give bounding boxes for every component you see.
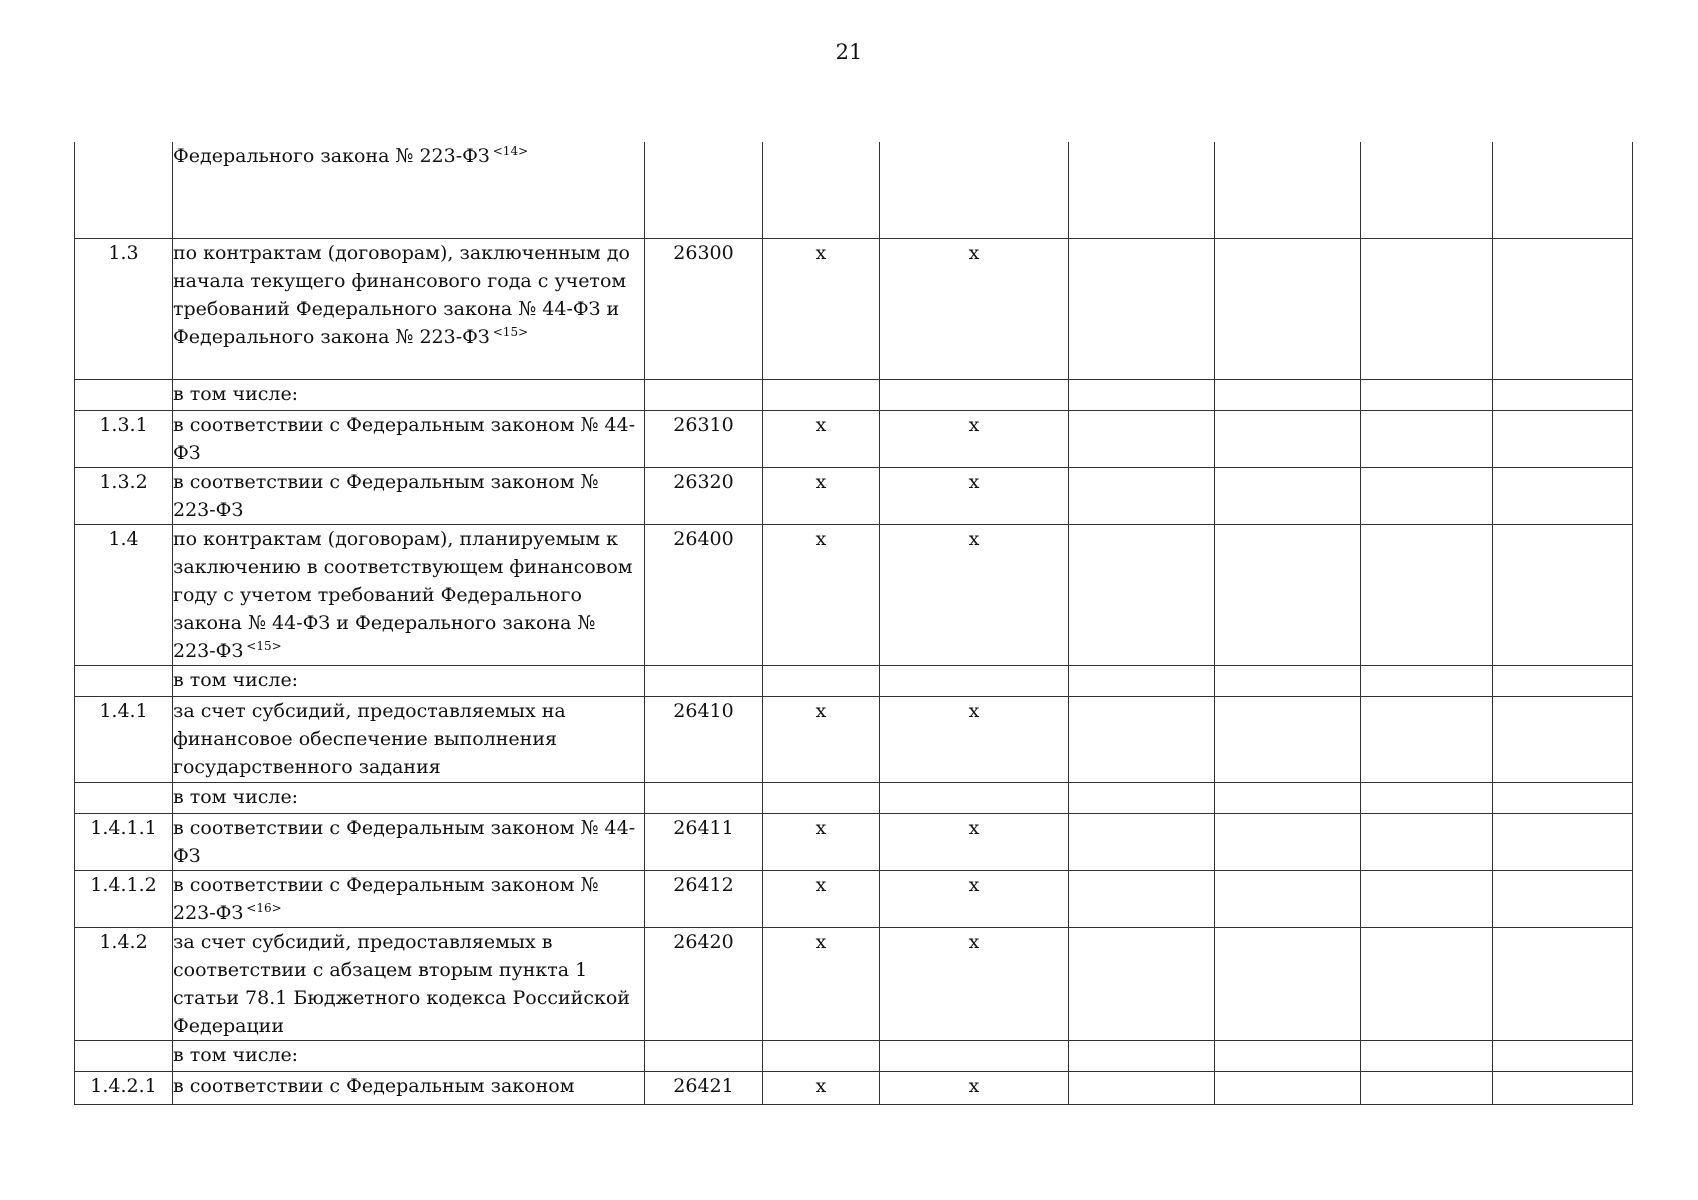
- table-row: [75, 410, 1633, 467]
- footnote-ref: <14>: [492, 144, 529, 158]
- empty-cell: [1069, 813, 1215, 870]
- table-row: [75, 696, 1633, 782]
- indicator-name-cell: [173, 927, 645, 1040]
- empty-cell: [1215, 524, 1361, 665]
- empty-cell: [1069, 142, 1215, 238]
- empty-cell: [763, 665, 880, 696]
- x-mark-cell: x: [763, 467, 880, 524]
- line-code-cell: [645, 142, 763, 238]
- empty-cell: [763, 379, 880, 410]
- empty-cell: [1361, 927, 1493, 1040]
- line-code-cell: 26421: [645, 1071, 763, 1104]
- x-mark-cell: x: [763, 410, 880, 467]
- subheading-row: [75, 379, 1633, 410]
- empty-cell: [1215, 142, 1361, 238]
- footnote-ref: <16>: [246, 900, 282, 915]
- indicator-name: по контрактам (договорам), планируемым к заключению в соответствующем финансовом году с учетом требований Федерального закона № 44-ФЗ и Федерального закона № 223-ФЗ: [173, 527, 633, 662]
- x-mark-cell: x: [763, 813, 880, 870]
- empty-cell: [1069, 379, 1215, 410]
- row-number-cell: 1.4.2: [75, 927, 173, 1040]
- empty-cell: [1361, 379, 1493, 410]
- table-row: [75, 813, 1633, 870]
- empty-cell: [645, 782, 763, 813]
- line-code-cell: 26411: [645, 813, 763, 870]
- empty-cell: [1215, 813, 1361, 870]
- empty-cell: [1493, 142, 1633, 238]
- subheading-row: [75, 782, 1633, 813]
- line-code-cell: 26420: [645, 927, 763, 1040]
- row-number-cell: 1.4.1: [75, 696, 173, 782]
- subheading-cell: в том числе:: [173, 1040, 645, 1071]
- x-mark-cell: x: [880, 813, 1069, 870]
- indicator-name: в соответствии с Федеральным законом № 223-ФЗ: [173, 873, 599, 924]
- empty-cell: [1215, 927, 1361, 1040]
- empty-cell: [1361, 1040, 1493, 1071]
- x-mark-cell: x: [880, 524, 1069, 665]
- empty-cell: [880, 1040, 1069, 1071]
- empty-cell: [1069, 238, 1215, 379]
- empty-cell: [645, 1040, 763, 1071]
- empty-cell: [1493, 410, 1633, 467]
- empty-cell: [1361, 813, 1493, 870]
- empty-cell: [1069, 696, 1215, 782]
- line-code-cell: 26310: [645, 410, 763, 467]
- empty-cell: [1493, 379, 1633, 410]
- x-mark-cell: x: [880, 467, 1069, 524]
- empty-cell: [1493, 782, 1633, 813]
- empty-cell: [1361, 524, 1493, 665]
- empty-cell: [1215, 665, 1361, 696]
- indicator-name-cell: [173, 696, 645, 782]
- subheading-row: [75, 1040, 1633, 1071]
- empty-cell: [1215, 782, 1361, 813]
- empty-cell: [1493, 870, 1633, 927]
- x-mark-cell: x: [880, 870, 1069, 927]
- row-number-cell: 1.3.1: [75, 410, 173, 467]
- row-number-cell: 1.3.2: [75, 467, 173, 524]
- x-mark-cell: [880, 142, 1069, 238]
- empty-cell: [1493, 1040, 1633, 1071]
- line-code-cell: 26400: [645, 524, 763, 665]
- indicator-name: за счет субсидий, предоставляемых на финансовое обеспечение выполнения государственного задания: [173, 699, 566, 778]
- indicator-name-cell: [173, 238, 645, 379]
- table-row: [75, 467, 1633, 524]
- empty-cell: [1069, 1040, 1215, 1071]
- empty-cell: [1215, 410, 1361, 467]
- empty-cell: [1493, 813, 1633, 870]
- empty-cell: [1361, 142, 1493, 238]
- empty-cell: [1361, 870, 1493, 927]
- x-mark-cell: x: [880, 696, 1069, 782]
- row-number-cell: [75, 142, 173, 238]
- empty-cell: [1069, 410, 1215, 467]
- empty-cell: [763, 782, 880, 813]
- empty-cell: [1361, 1071, 1493, 1104]
- line-code-cell: 26412: [645, 870, 763, 927]
- indicator-name-cell: [173, 870, 645, 927]
- indicator-name: в соответствии с Федеральным законом № 223-ФЗ: [173, 470, 599, 521]
- row-number-cell: 1.4: [75, 524, 173, 665]
- empty-cell: [645, 379, 763, 410]
- subheading-cell: в том числе:: [173, 379, 645, 410]
- footnote-ref: <15>: [492, 324, 529, 339]
- empty-cell: [1361, 238, 1493, 379]
- empty-cell: [1215, 870, 1361, 927]
- empty-cell: [1215, 1071, 1361, 1104]
- empty-cell: [1215, 379, 1361, 410]
- empty-cell: [1215, 1040, 1361, 1071]
- x-mark-cell: x: [880, 410, 1069, 467]
- x-mark-cell: x: [763, 927, 880, 1040]
- empty-cell: [880, 782, 1069, 813]
- empty-cell: [1361, 696, 1493, 782]
- x-mark-cell: x: [880, 927, 1069, 1040]
- page-number: 21: [835, 40, 863, 64]
- indicator-name-cell: [173, 467, 645, 524]
- empty-cell: [1361, 665, 1493, 696]
- table-body: [75, 142, 1633, 1104]
- indicator-name-cell: [173, 142, 645, 238]
- indicator-name-cell: [173, 1071, 645, 1104]
- empty-cell: [1361, 782, 1493, 813]
- row-number-cell: [75, 379, 173, 410]
- table-row: [75, 1071, 1633, 1104]
- empty-cell: [880, 379, 1069, 410]
- report-table: [74, 142, 1633, 1105]
- table-row: [75, 238, 1633, 379]
- table-row: [75, 870, 1633, 927]
- table-row: [75, 927, 1633, 1040]
- empty-cell: [1215, 467, 1361, 524]
- indicator-name: Федерального закона № 223-ФЗ: [173, 145, 490, 167]
- subheading-cell: в том числе:: [173, 665, 645, 696]
- empty-cell: [1493, 467, 1633, 524]
- empty-cell: [1493, 665, 1633, 696]
- empty-cell: [1361, 410, 1493, 467]
- subheading-cell: в том числе:: [173, 782, 645, 813]
- empty-cell: [645, 665, 763, 696]
- subheading-row: [75, 665, 1633, 696]
- row-number-cell: 1.4.1.1: [75, 813, 173, 870]
- x-mark-cell: [763, 142, 880, 238]
- empty-cell: [1493, 696, 1633, 782]
- row-number-cell: 1.4.2.1: [75, 1071, 173, 1104]
- row-number-cell: [75, 1040, 173, 1071]
- indicator-name: по контрактам (договорам), заключенным до начала текущего финансового года с учетом требований Федерального закона № 44-ФЗ и Федерального закона № 223-ФЗ: [173, 241, 630, 348]
- empty-cell: [1069, 467, 1215, 524]
- indicator-name: в соответствии с Федеральным законом № 44-ФЗ: [173, 816, 636, 867]
- empty-cell: [1215, 696, 1361, 782]
- line-code-cell: 26410: [645, 696, 763, 782]
- table-row: [75, 142, 1633, 238]
- footnote-ref: <15>: [246, 638, 282, 653]
- empty-cell: [1493, 524, 1633, 665]
- empty-cell: [763, 1040, 880, 1071]
- empty-cell: [1069, 1071, 1215, 1104]
- empty-cell: [880, 665, 1069, 696]
- indicator-name-cell: [173, 524, 645, 665]
- indicator-name: в соответствии с Федеральным законом: [173, 1074, 575, 1097]
- empty-cell: [1493, 238, 1633, 379]
- x-mark-cell: x: [763, 696, 880, 782]
- row-number-cell: [75, 665, 173, 696]
- row-number-cell: 1.4.1.2: [75, 870, 173, 927]
- empty-cell: [1069, 665, 1215, 696]
- table-row: [75, 524, 1633, 665]
- x-mark-cell: x: [763, 1071, 880, 1104]
- x-mark-cell: x: [880, 238, 1069, 379]
- row-number-cell: 1.3: [75, 238, 173, 379]
- indicator-name: за счет субсидий, предоставляемых в соответствии с абзацем вторым пункта 1 статьи 78.1 Бюджетного кодекса Российской Федерации: [173, 930, 630, 1037]
- empty-cell: [1069, 870, 1215, 927]
- indicator-name-cell: [173, 410, 645, 467]
- indicator-name-cell: [173, 813, 645, 870]
- x-mark-cell: x: [763, 870, 880, 927]
- line-code-cell: 26300: [645, 238, 763, 379]
- empty-cell: [1069, 782, 1215, 813]
- empty-cell: [1361, 467, 1493, 524]
- empty-cell: [1069, 524, 1215, 665]
- x-mark-cell: x: [880, 1071, 1069, 1104]
- x-mark-cell: x: [763, 524, 880, 665]
- row-number-cell: [75, 782, 173, 813]
- x-mark-cell: x: [763, 238, 880, 379]
- line-code-cell: 26320: [645, 467, 763, 524]
- empty-cell: [1215, 238, 1361, 379]
- indicator-name: в соответствии с Федеральным законом № 44-ФЗ: [173, 413, 636, 464]
- empty-cell: [1493, 1071, 1633, 1104]
- empty-cell: [1493, 927, 1633, 1040]
- empty-cell: [1069, 927, 1215, 1040]
